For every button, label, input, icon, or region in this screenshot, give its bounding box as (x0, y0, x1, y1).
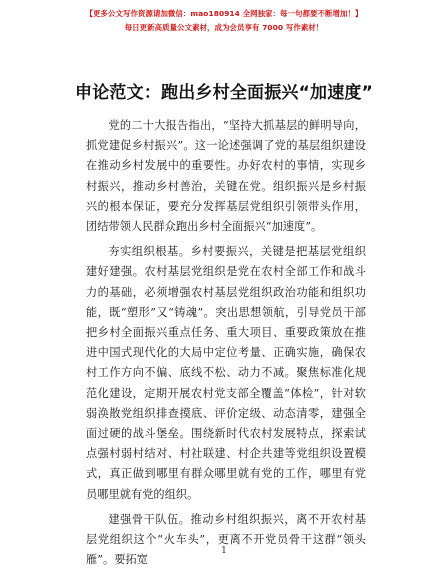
promo-banner (0, 8, 448, 34)
banner-line-2: 每日更新高质量公文素材，成为会员享有 7000 写作素材！ (124, 23, 324, 32)
document-title: 申论范文：跑出乡村全面振兴“加速度” (75, 83, 373, 103)
paragraph: 党的二十大报告指出，“坚持大抓基层的鲜明导向，抓党建促乡村振兴”。这一论述强调了党的基层组织建设在推动乡村发展中的重要性。办好农村的事情，实现乡村振兴，推动乡村善治，关键在党。组织振兴是乡村振兴的根本保证，要充分发挥基层党组织引领带头作用，团结带领人民群众跑出乡村全面振兴“加速度”。 (86, 119, 366, 234)
page-number: 1 (221, 546, 227, 556)
paragraph: 夯实组织根基。乡村要振兴，关键是把基层党组织建好建强。农村基层党组织是党在农村全部工作和战斗力的基础，必须增强农村基层党组织政治功能和组织功能，既“塑形”又“铸魂”。突出思想领航，引导党员干部把乡村全面振兴重点任务、重大项目、重要政策放在推进中国式现代化的大局中定位考量、正确实施，确保农村工作方向不偏、底线不松、动力不减。聚焦标准化规范化建设，定期开展农村党支部全覆盖“体检”，针对软弱涣散党组织排查摸底、评价定级、动态清零，建强全面过硬的战斗堡垒。围绕新时代农村发展特点，探索试点强村弱村结对、村社联建、村企共建等党组织设置模式，真正做到哪里有群众哪里就有党的工作，哪里有党员哪里就有党的组织。 (86, 245, 366, 501)
document-body (86, 116, 366, 575)
banner-line-1: 【更多公文写作资源请加微信：mao180914 全网独家：每一句都要不断增加！】 (85, 9, 363, 18)
paragraph: 建强骨干队伍。推动乡村组织振兴，离不开农村基层党组织这个“火车头”，更离不开党员骨干这群“领头雁”。要拓宽 (86, 512, 366, 567)
